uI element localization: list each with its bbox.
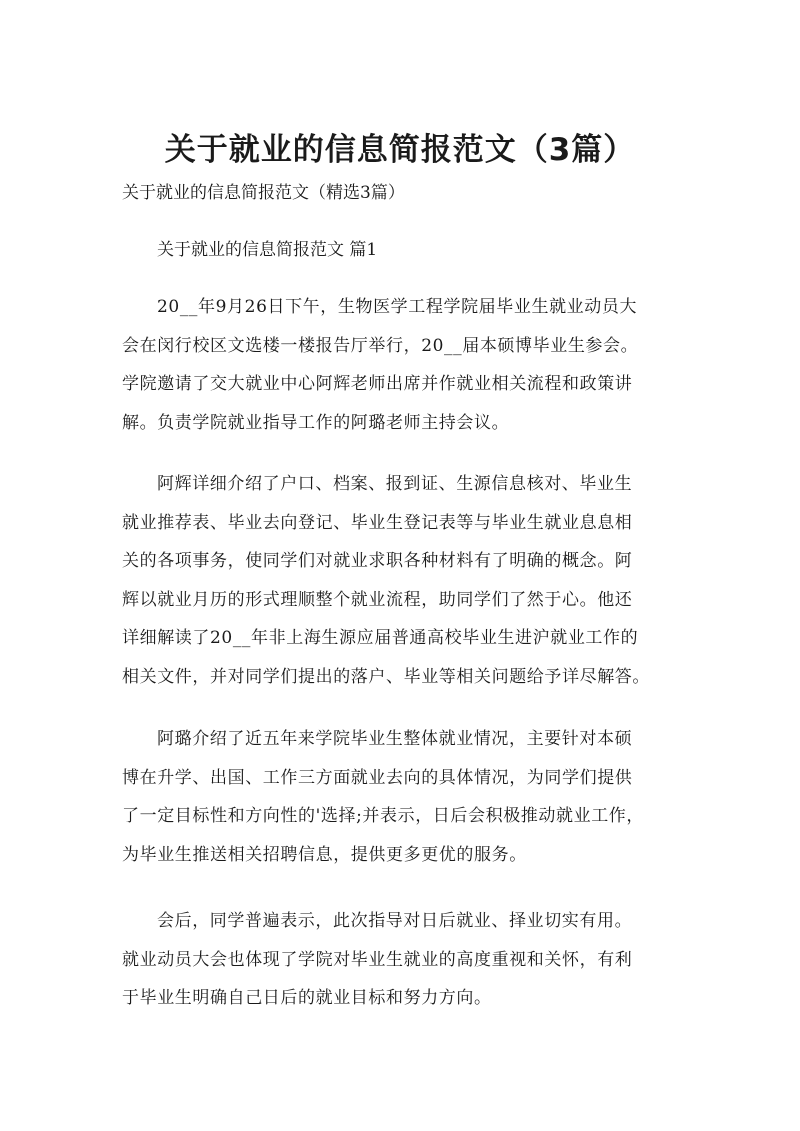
paragraph-line: 阿璐介绍了近五年来学院毕业生整体就业情况，主要针对本硕: [157, 729, 633, 749]
paragraph-line: 博在升学、出国、工作三方面就业去向的具体情况，为同学们提供: [122, 767, 633, 788]
paragraph-2: [122, 465, 650, 697]
paragraph-line: 解。负责学院就业指导工作的阿璐老师主持会议。: [122, 412, 510, 433]
paragraph-4: [122, 902, 632, 1018]
paragraph-line: 就业动员大会也体现了学院对毕业生就业的高度重视和关怀，有利: [122, 949, 633, 970]
paragraph-line: 相关文件，并对同学们提出的落户、毕业等相关问题给予详尽解答。: [122, 666, 650, 687]
paragraph-line: 为毕业生推送相关招聘信息，提供更多更优的服务。: [122, 844, 527, 865]
paragraph-line: 了一定目标性和方向性的'选择;并表示，日后会积极推动就业工作，: [122, 806, 644, 827]
paragraph-line: 辉以就业月历的形式理顺整个就业流程，助同学们了然于心。他还: [122, 589, 633, 610]
paragraph-1: [122, 288, 638, 442]
paragraph-line: 关的各项事务，使同学们对就业求职各种材料有了明确的概念。阿: [122, 551, 633, 572]
paragraph-line: 详细解读了20__年非上海生源应届普通高校毕业生进沪就业工作的: [122, 628, 639, 649]
paragraph-line: 会在闵行校区文选楼一楼报告厅举行，20__届本硕博毕业生参会。: [122, 335, 639, 356]
paragraph-line: 学院邀请了交大就业中心阿辉老师出席并作就业相关流程和政策讲: [122, 374, 633, 395]
paragraph-3: [122, 720, 644, 874]
paragraph-line: 会后，同学普遍表示，此次指导对日后就业、择业切实有用。: [157, 911, 633, 931]
paragraph-line: 阿辉详细介绍了户口、档案、报到证、生源信息核对、毕业生: [157, 474, 633, 494]
document-subtitle: 关于就业的信息简报范文（精选3篇）: [122, 183, 405, 203]
paragraph-line: 就业推荐表、毕业去向登记、毕业生登记表等与毕业生就业息息相: [122, 512, 633, 533]
document-title: 关于就业的信息简报范文（3篇）: [164, 132, 636, 168]
section-heading: 关于就业的信息简报范文 篇1: [157, 240, 378, 260]
paragraph-line: 于毕业生明确自己日后的就业目标和努力方向。: [122, 988, 492, 1009]
paragraph-line: 20__年9月26日下午，生物医学工程学院届毕业生就业动员大: [157, 297, 638, 317]
